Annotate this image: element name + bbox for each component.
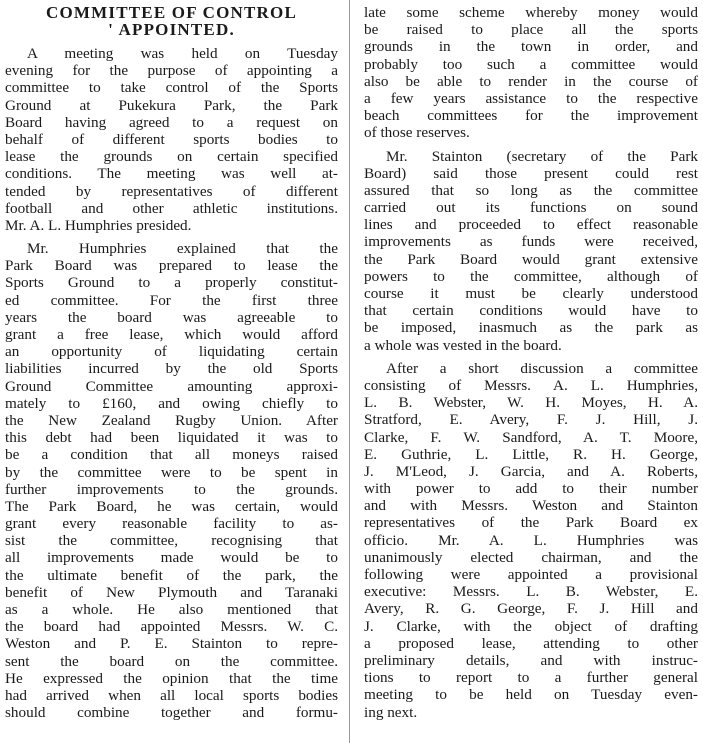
text-line: ed committee. For the first three [5, 291, 338, 309]
text-line: Park Board was prepared to lease the [5, 257, 338, 275]
text-line: further improvements to the grounds. [5, 480, 338, 498]
text-line: be raised to place all the sports [364, 21, 698, 39]
text-line: meeting to be held on Tuesday even- [364, 686, 698, 704]
text-line: tions to report to a further general [364, 669, 698, 687]
text-line: the ultimate benefit of the park, the [5, 566, 338, 584]
text-line: tended by representatives of different [5, 182, 338, 200]
text-line: L. B. Webster, W. H. Moyes, H. A. [364, 394, 698, 412]
text-line: be imposed, inasmuch as the park as [364, 319, 698, 337]
text-line: grounds in the town in order, and [364, 38, 698, 56]
paragraph [364, 360, 698, 721]
text-line: conditions. The meeting was well at- [5, 165, 338, 183]
text-line: consisting of Messrs. A. L. Humphries, [364, 376, 698, 394]
paragraph [364, 4, 698, 142]
text-line: He expressed the opinion that the time [5, 669, 338, 687]
text-line: and with Messrs. Weston and Stainton [364, 497, 698, 515]
text-line: Board) said those present could rest [364, 164, 698, 182]
text-line: powers to the committee, although of [364, 267, 698, 285]
text-line: lines and proceeded to effect reasonable [364, 216, 698, 234]
text-line: the New Zealand Rugby Union. After [5, 411, 338, 429]
text-line: Sports Ground to a properly constitut- [5, 274, 338, 292]
text-line: representatives of the Park Board ex [364, 514, 698, 532]
text-line: benefit of New Plymouth and Taranaki [5, 583, 338, 601]
text-line: also be able to render in the course of [364, 72, 698, 90]
text-line: sist the committee, recognising that [5, 532, 338, 550]
text-line: a whole was vested in the board. [364, 336, 562, 354]
left-column [5, 4, 338, 721]
text-line: grant a free lease, which would afford [5, 326, 338, 343]
text-line: The Park Board, he was certain, would [5, 497, 338, 515]
text-line: by the committee were to be spent in [5, 463, 338, 481]
text-line: ing next. [364, 703, 418, 721]
text-line: a few years assistance to the respective [364, 89, 698, 107]
text-line: evening for the purpose of appointing a [5, 62, 338, 80]
text-line: had arrived when all local sports bodies [5, 686, 338, 704]
text-line: years the board was agreeable to [5, 308, 338, 326]
text-line: following were appointed a provisional [364, 566, 698, 583]
text-line: executive: Messrs. L. B. Webster, E. [364, 583, 698, 601]
text-line: that certain conditions would have to [364, 302, 698, 320]
text-line: Clarke, F. W. Sandford, A. T. Moore, [364, 428, 698, 446]
text-line: Mr. Humphries explained that the [27, 240, 338, 258]
headline-line: COMMITTEE OF CONTROL [46, 3, 297, 22]
text-line: liabilities incurred by the old Sports [5, 360, 338, 378]
text-line: Avery, R. G. George, F. J. Hill and [364, 600, 698, 618]
text-line: this debt had been liquidated it was to [5, 429, 338, 447]
headline-line: ' APPOINTED. [108, 20, 235, 39]
text-line: lease the grounds on certain specified [5, 148, 338, 166]
left-paragraphs [5, 45, 338, 721]
text-line: J. Clarke, with the object of drafting [364, 617, 698, 635]
text-line: a proposed lease, attending to other [364, 634, 698, 652]
right-column [364, 4, 698, 721]
right-paragraphs [364, 4, 698, 721]
text-line: Ground at Pukekura Park, the Park [5, 96, 338, 114]
text-line: committee to take control of the Sports [5, 79, 338, 97]
text-line: After a short discussion a committee [386, 359, 698, 377]
text-line: beach committees for the improvement [364, 107, 698, 125]
text-line: unanimously elected chairman, and the [364, 548, 698, 566]
paragraph [364, 148, 698, 354]
text-line: J. M'Leod, J. Garcia, and A. Roberts, [364, 462, 698, 480]
text-line: A meeting was held on Tuesday [27, 45, 338, 62]
text-line: assured that so long as the committee [364, 181, 698, 199]
text-line: with power to add to their number [364, 480, 698, 498]
text-line: sent the board on the committee. [5, 652, 338, 670]
text-line: of those reserves. [364, 124, 470, 142]
column-divider [349, 0, 350, 743]
text-line: should combine together and formu- [5, 704, 338, 722]
headline [5, 4, 338, 38]
text-line: be a condition that all moneys raised [5, 446, 338, 464]
text-line: Weston and P. E. Stainton to repre- [5, 635, 338, 653]
paragraph [5, 240, 338, 721]
text-line: carried out its functions on sound [364, 199, 698, 217]
text-line: probably too such a committee would [364, 55, 698, 73]
text-line: the board had appointed Messrs. W. C. [5, 618, 338, 636]
text-line: officio. Mr. A. L. Humphries was [364, 531, 698, 549]
text-line: football and other athletic institutions. [5, 199, 338, 217]
text-line: Mr. A. L. Humphries presided. [5, 216, 192, 234]
text-line: behalf of different sports bodies to [5, 130, 338, 148]
text-line: as a whole. He also mentioned that [5, 601, 338, 618]
text-line: Mr. Stainton (secretary of the Park [386, 147, 698, 165]
text-line: all improvements made would be to [5, 549, 338, 567]
text-line: Ground Committee amounting approxi- [5, 377, 338, 395]
paragraph [5, 45, 338, 234]
text-line: late some scheme whereby money would [364, 4, 698, 21]
text-line: course it must be clearly understood [364, 285, 698, 302]
text-line: grant every reasonable facility to as- [5, 515, 338, 533]
text-line: an opportunity of liquidating certain [5, 343, 338, 361]
text-line: improvements as funds were received, [364, 233, 698, 251]
text-line: Board having agreed to a request on [5, 113, 338, 131]
text-line: the Park Board would grant extensive [364, 250, 698, 268]
text-line: preliminary details, and with instruc- [364, 651, 698, 669]
text-line: Stratford, E. Avery, F. J. Hill, J. [364, 411, 698, 429]
text-line: mately to £160, and owing chiefly to [5, 394, 338, 412]
text-line: E. Guthrie, L. Little, R. H. George, [364, 445, 698, 463]
